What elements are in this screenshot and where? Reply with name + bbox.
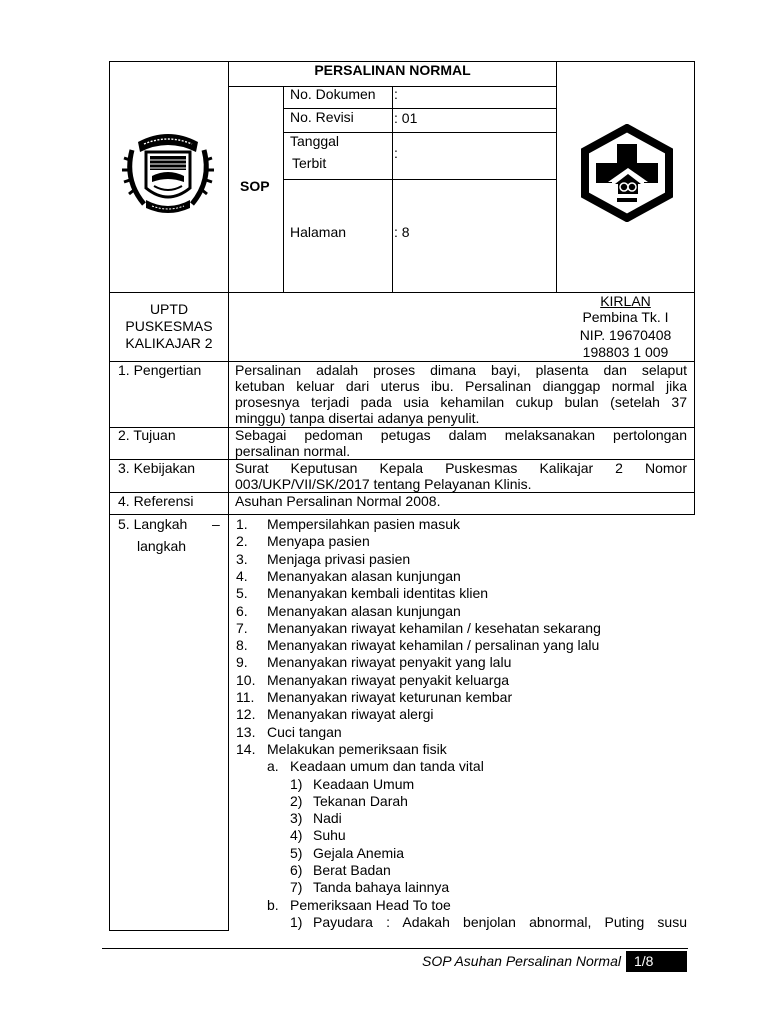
step-number: 3.: [236, 550, 248, 567]
no-dokumen-value: :: [394, 86, 398, 102]
step-text: Menanyakan riwayat kehamilan / persalinan yang lalu: [267, 637, 600, 654]
referensi-line: Asuhan Persalinan Normal 2008.: [235, 493, 441, 509]
step-text: Menanyakan kembali identitas klien: [267, 585, 489, 602]
step-text: Melakukan pemeriksaan fisik: [267, 740, 447, 757]
step-number: 4.: [236, 567, 248, 584]
puskesmas-logo: [578, 124, 676, 222]
step-text: Menanyakan alasan kunjungan: [267, 567, 461, 584]
step-number: 14.: [236, 740, 256, 757]
sub-a-item-number: 7): [290, 879, 303, 896]
langkah-label-2: langkah: [137, 538, 187, 554]
pengertian-line: ketuban keluar dari uterus ibu. Persalinan dianggap normal jika: [235, 378, 687, 394]
step-text: Menanyakan riwayat kehamilan / kesehatan sekarang: [267, 619, 601, 636]
step-number: 2.: [236, 533, 248, 550]
sub-a-item-number: 5): [290, 844, 303, 861]
step-text: Menanyakan alasan kunjungan: [267, 602, 461, 619]
kebijakan-line: Surat Keputusan Kepala Puskesmas Kalikajar 2 Nomor: [235, 460, 687, 476]
kebijakan-line: 003/UKP/VII/SK/2017 tentang Pelayanan Klinis.: [235, 476, 532, 492]
no-revisi-value: : 01: [394, 110, 418, 126]
step-text: Mempersilahkan pasien masuk: [267, 516, 460, 532]
regency-emblem-logo: [118, 120, 218, 220]
sub-a-item-text: Nadi: [313, 810, 342, 827]
sub-a-letter: a.: [267, 758, 279, 775]
sub-a-text: Keadaan umum dan tanda vital: [290, 758, 484, 775]
tanggal-label: Tanggal: [290, 133, 340, 149]
pengertian-label: 1. Pengertian: [118, 362, 202, 378]
page-number: 1/8: [634, 953, 654, 969]
sub-a-item-number: 4): [290, 827, 303, 844]
sub-a-item-text: Tekanan Darah: [313, 792, 408, 809]
langkah-label: 5. Langkah: [118, 516, 188, 532]
halaman-label: Halaman: [290, 224, 347, 240]
step-number: 1.: [236, 516, 248, 532]
step-number: 6.: [236, 602, 248, 619]
sub-a-item-text: Gejala Anemia: [313, 844, 405, 861]
pengertian-line: Persalinan adalah proses dimana bayi, plasenta dan selaput: [235, 362, 687, 378]
step-text: Menanyakan riwayat penyakit keluarga: [267, 671, 510, 688]
referensi-label: 4. Referensi: [118, 493, 194, 509]
signer-rank: Pembina Tk. I: [582, 309, 669, 325]
sub-a-item-number: 1): [290, 775, 303, 792]
tujuan-line: Sebagai pedoman petugas dalam melaksanakan pertolongan: [235, 427, 687, 443]
step-number: 13.: [236, 723, 256, 740]
sop-label: SOP: [240, 178, 270, 194]
sub-a-item-text: Tanda bahaya lainnya: [313, 879, 450, 896]
kebijakan-label: 3. Kebijakan: [118, 460, 196, 476]
footer-title: SOP Asuhan Persalinan Normal: [422, 953, 621, 969]
sub-b-letter: b.: [267, 896, 279, 913]
no-dokumen-label: No. Dokumen: [290, 86, 376, 102]
signer-name: KIRLAN: [600, 293, 651, 309]
tujuan-line: persalinan normal.: [235, 443, 351, 459]
sub-a-item-text: Suhu: [313, 827, 346, 844]
sub-b-item-number: 1): [290, 913, 303, 930]
step-text: Cuci tangan: [267, 723, 342, 740]
step-number: 9.: [236, 654, 248, 671]
step-number: 11.: [236, 689, 255, 705]
langkah-dash: –: [212, 516, 220, 532]
step-text: Menjaga privasi pasien: [267, 550, 411, 567]
org-line-2: PUSKESMAS: [125, 318, 213, 334]
sub-a-item-number: 6): [290, 862, 303, 878]
tanggal-value: :: [394, 145, 398, 161]
step-number: 10.: [236, 671, 256, 688]
sub-a-item-number: 3): [290, 810, 303, 827]
pengertian-line: prosesnya terjadi pada usia kehamilan cukup bulan (setelah 37: [235, 394, 687, 410]
step-text: Menanyakan riwayat penyakit yang lalu: [267, 654, 512, 671]
halaman-value: : 8: [394, 224, 410, 240]
org-line-3: KALIKAJAR 2: [125, 335, 213, 351]
no-revisi-label: No. Revisi: [290, 109, 354, 125]
signer-nip-1: NIP. 19670408: [579, 327, 672, 343]
signer-nip-2: 198803 1 009: [582, 344, 669, 360]
terbit-label: Terbit: [292, 155, 327, 171]
sub-a-item-text: Keadaan Umum: [313, 775, 415, 792]
step-number: 7.: [236, 619, 248, 636]
document-title: PERSALINAN NORMAL: [314, 62, 471, 78]
step-number: 12.: [236, 706, 256, 723]
step-number: 5.: [236, 585, 248, 602]
sub-a-item-number: 2): [290, 792, 303, 809]
sub-a-item-text: Berat Badan: [313, 862, 391, 878]
org-line-1: UPTD: [149, 301, 189, 317]
step-text: Menanyakan riwayat alergi: [267, 706, 434, 723]
step-text: Menyapa pasien: [267, 533, 370, 550]
sub-b-item-text: Payudara : Adakah benjolan abnormal, Puting susu: [313, 913, 687, 930]
tujuan-label: 2. Tujuan: [118, 427, 176, 443]
step-text: Menanyakan riwayat keturunan kembar: [267, 689, 513, 705]
step-number: 8.: [236, 637, 248, 654]
sub-b-text: Pemeriksaan Head To toe: [290, 896, 451, 913]
pengertian-line: minggu) tanpa disertai adanya penyulit.: [235, 410, 480, 426]
